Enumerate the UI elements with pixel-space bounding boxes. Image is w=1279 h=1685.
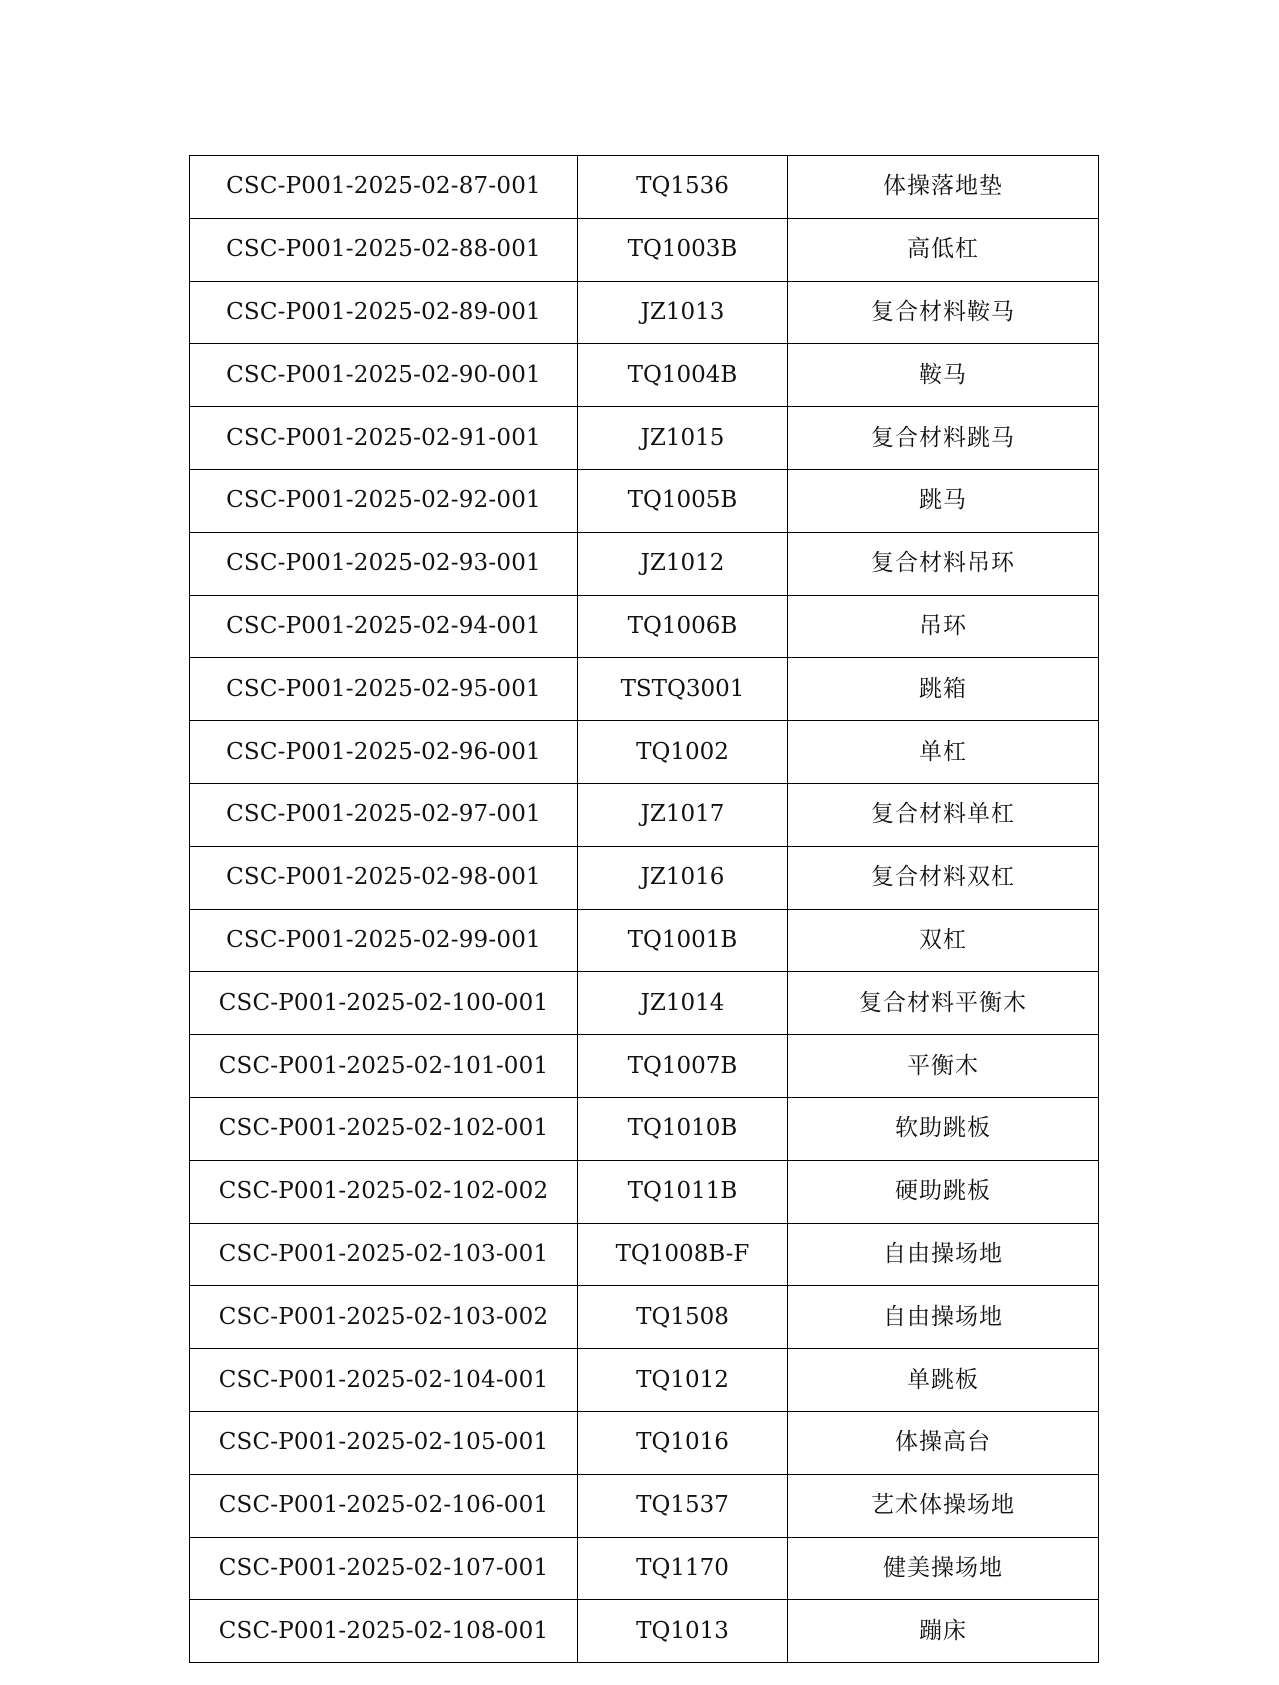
model-number-cell: TQ1005B: [578, 469, 788, 532]
certificate-code-cell: CSC-P001-2025-02-103-001: [190, 1223, 578, 1286]
model-number-cell: TQ1011B: [578, 1160, 788, 1223]
table-row: [190, 783, 1099, 846]
model-number-cell: TQ1003B: [578, 218, 788, 281]
model-number-cell: TQ1536: [578, 156, 788, 219]
product-name-cell: 蹦床: [788, 1600, 1099, 1663]
model-number-cell: TQ1001B: [578, 909, 788, 972]
certificate-code-cell: CSC-P001-2025-02-91-001: [190, 407, 578, 470]
model-number-cell: TQ1012: [578, 1349, 788, 1412]
product-name-cell: 复合材料平衡木: [788, 972, 1099, 1035]
table-row: [190, 532, 1099, 595]
table-row: [190, 218, 1099, 281]
model-number-cell: JZ1017: [578, 783, 788, 846]
table-row: [190, 972, 1099, 1035]
model-number-cell: TQ1010B: [578, 1097, 788, 1160]
certificate-code-cell: CSC-P001-2025-02-94-001: [190, 595, 578, 658]
table-row: [190, 407, 1099, 470]
table-row: [190, 846, 1099, 909]
model-number-cell: TQ1016: [578, 1411, 788, 1474]
product-name-cell: 单跳板: [788, 1349, 1099, 1412]
model-number-cell: JZ1012: [578, 532, 788, 595]
model-number-cell: TQ1006B: [578, 595, 788, 658]
model-number-cell: TQ1508: [578, 1286, 788, 1349]
certificate-code-cell: CSC-P001-2025-02-102-002: [190, 1160, 578, 1223]
product-name-cell: 跳箱: [788, 658, 1099, 721]
certificate-code-cell: CSC-P001-2025-02-96-001: [190, 721, 578, 784]
product-name-cell: 复合材料双杠: [788, 846, 1099, 909]
certificate-code-cell: CSC-P001-2025-02-93-001: [190, 532, 578, 595]
table-row: [190, 1035, 1099, 1098]
certificate-code-cell: CSC-P001-2025-02-97-001: [190, 783, 578, 846]
product-name-cell: 软助跳板: [788, 1097, 1099, 1160]
certificate-code-cell: CSC-P001-2025-02-104-001: [190, 1349, 578, 1412]
model-number-cell: JZ1013: [578, 281, 788, 344]
table-body: [190, 156, 1099, 1663]
table-row: [190, 1160, 1099, 1223]
table-row: [190, 1097, 1099, 1160]
certificate-code-cell: CSC-P001-2025-02-89-001: [190, 281, 578, 344]
certificate-code-cell: CSC-P001-2025-02-99-001: [190, 909, 578, 972]
table-row: [190, 1411, 1099, 1474]
product-name-cell: 自由操场地: [788, 1223, 1099, 1286]
certificate-code-cell: CSC-P001-2025-02-108-001: [190, 1600, 578, 1663]
certificate-code-cell: CSC-P001-2025-02-105-001: [190, 1411, 578, 1474]
certificate-code-cell: CSC-P001-2025-02-87-001: [190, 156, 578, 219]
table-row: [190, 1537, 1099, 1600]
product-name-cell: 复合材料单杠: [788, 783, 1099, 846]
model-number-cell: TQ1008B-F: [578, 1223, 788, 1286]
product-name-cell: 硬助跳板: [788, 1160, 1099, 1223]
certificate-code-cell: CSC-P001-2025-02-95-001: [190, 658, 578, 721]
certificate-code-cell: CSC-P001-2025-02-102-001: [190, 1097, 578, 1160]
table-row: [190, 1349, 1099, 1412]
certificate-code-cell: CSC-P001-2025-02-90-001: [190, 344, 578, 407]
certificate-code-cell: CSC-P001-2025-02-98-001: [190, 846, 578, 909]
product-name-cell: 单杠: [788, 721, 1099, 784]
table-row: [190, 909, 1099, 972]
product-name-cell: 复合材料鞍马: [788, 281, 1099, 344]
certificate-code-cell: CSC-P001-2025-02-106-001: [190, 1474, 578, 1537]
table-row: [190, 721, 1099, 784]
product-name-cell: 健美操场地: [788, 1537, 1099, 1600]
product-name-cell: 跳马: [788, 469, 1099, 532]
product-name-cell: 复合材料吊环: [788, 532, 1099, 595]
table-row: [190, 658, 1099, 721]
model-number-cell: JZ1016: [578, 846, 788, 909]
model-number-cell: TQ1004B: [578, 344, 788, 407]
model-number-cell: JZ1015: [578, 407, 788, 470]
product-name-cell: 艺术体操场地: [788, 1474, 1099, 1537]
certificate-code-cell: CSC-P001-2025-02-103-002: [190, 1286, 578, 1349]
model-number-cell: JZ1014: [578, 972, 788, 1035]
table-row: [190, 595, 1099, 658]
certificate-code-cell: CSC-P001-2025-02-92-001: [190, 469, 578, 532]
product-name-cell: 自由操场地: [788, 1286, 1099, 1349]
table-row: [190, 281, 1099, 344]
table-row: [190, 1223, 1099, 1286]
model-number-cell: TQ1002: [578, 721, 788, 784]
model-number-cell: TQ1537: [578, 1474, 788, 1537]
product-name-cell: 双杠: [788, 909, 1099, 972]
certificate-table: [189, 155, 1099, 1663]
table-row: [190, 1474, 1099, 1537]
table-row: [190, 344, 1099, 407]
model-number-cell: TSTQ3001: [578, 658, 788, 721]
model-number-cell: TQ1013: [578, 1600, 788, 1663]
certificate-code-cell: CSC-P001-2025-02-101-001: [190, 1035, 578, 1098]
product-name-cell: 吊环: [788, 595, 1099, 658]
table-row: [190, 469, 1099, 532]
product-name-cell: 体操落地垫: [788, 156, 1099, 219]
table-row: [190, 156, 1099, 219]
product-name-cell: 体操高台: [788, 1411, 1099, 1474]
certificate-code-cell: CSC-P001-2025-02-107-001: [190, 1537, 578, 1600]
certificate-code-cell: CSC-P001-2025-02-88-001: [190, 218, 578, 281]
product-name-cell: 复合材料跳马: [788, 407, 1099, 470]
certificate-code-cell: CSC-P001-2025-02-100-001: [190, 972, 578, 1035]
product-name-cell: 高低杠: [788, 218, 1099, 281]
model-number-cell: TQ1007B: [578, 1035, 788, 1098]
model-number-cell: TQ1170: [578, 1537, 788, 1600]
product-name-cell: 平衡木: [788, 1035, 1099, 1098]
table-row: [190, 1286, 1099, 1349]
table-row: [190, 1600, 1099, 1663]
product-name-cell: 鞍马: [788, 344, 1099, 407]
